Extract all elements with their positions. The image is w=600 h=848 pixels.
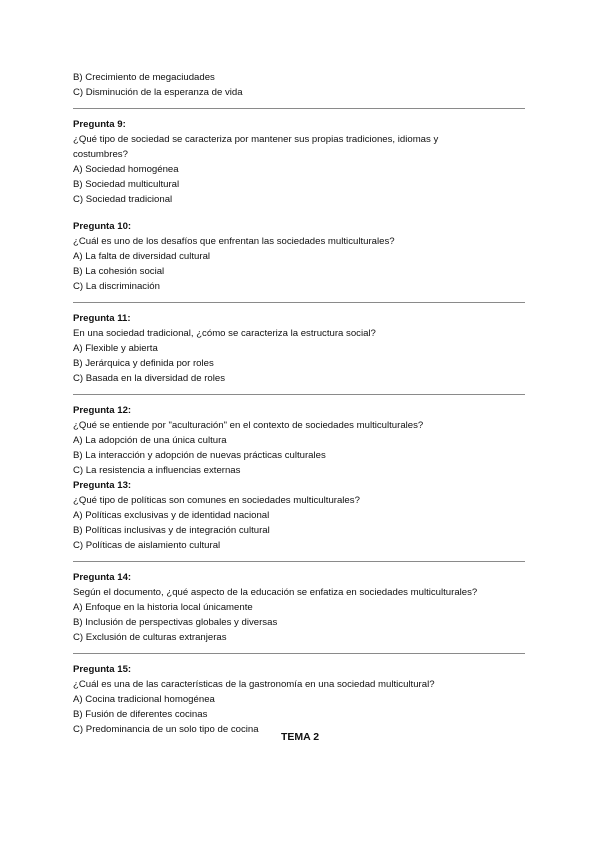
divider [73, 302, 525, 303]
option-text: B) Inclusión de perspectivas globales y diversas [73, 617, 278, 628]
section-heading: TEMA 2 [280, 731, 320, 743]
document-body [73, 70, 525, 737]
option-text: A) La falta de diversidad cultural [73, 251, 211, 262]
spacer [73, 207, 525, 219]
question-title: Pregunta 15: [73, 664, 132, 675]
option-text: B) La interacción y adopción de nuevas prácticas culturales [73, 450, 326, 461]
option-text: B) Crecimiento de megaciudades [73, 72, 215, 83]
question-block-11 [73, 311, 525, 386]
option-text: A) La adopción de una única cultura [73, 435, 227, 446]
divider [73, 653, 525, 654]
question-text: Según el documento, ¿qué aspecto de la educación se enfatiza en sociedades multiculturales? [73, 587, 478, 598]
question-text: ¿Cuál es una de las características de la gastronomía en una sociedad multicultural? [73, 679, 435, 690]
option-text: B) La cohesión social [73, 266, 165, 277]
question-text: ¿Qué se entiende por "aculturación" en el contexto de sociedades multiculturales? [73, 420, 424, 431]
question-block-13 [73, 478, 525, 553]
question-block-9 [73, 117, 525, 207]
option-text: B) Políticas inclusivas y de integración cultural [73, 525, 270, 536]
option-text: A) Enfoque en la historia local únicamente [73, 602, 253, 613]
option-text: B) Jerárquica y definida por roles [73, 358, 214, 369]
question-title: Pregunta 9: [73, 119, 126, 130]
question-title: Pregunta 12: [73, 405, 132, 416]
option-text: B) Fusión de diferentes cocinas [73, 709, 208, 720]
question-text: ¿Qué tipo de políticas son comunes en sociedades multiculturales? [73, 495, 360, 506]
option-text: C) Sociedad tradicional [73, 194, 173, 205]
option-text: C) La resistencia a influencias externas [73, 465, 241, 476]
divider [73, 394, 525, 395]
question-block-15 [73, 662, 525, 737]
question-title: Pregunta 11: [73, 313, 131, 324]
divider [73, 108, 525, 109]
question-block-14 [73, 570, 525, 645]
option-text: C) Predominancia de un solo tipo de cocina [73, 724, 259, 735]
question-title: Pregunta 13: [73, 480, 132, 491]
question-text: En una sociedad tradicional, ¿cómo se caracteriza la estructura social? [73, 328, 376, 339]
question-title: Pregunta 10: [73, 221, 132, 232]
question-text: ¿Qué tipo de sociedad se caracteriza por mantener sus propias tradiciones, idiomas y [73, 134, 439, 145]
option-text: C) Exclusión de culturas extranjeras [73, 632, 227, 643]
option-text: B) Sociedad multicultural [73, 179, 180, 190]
option-text: A) Cocina tradicional homogénea [73, 694, 215, 705]
option-text: C) Políticas de aislamiento cultural [73, 540, 221, 551]
question-block-10 [73, 219, 525, 294]
option-text: A) Sociedad homogénea [73, 164, 179, 175]
divider [73, 561, 525, 562]
option-text: C) Disminución de la esperanza de vida [73, 87, 243, 98]
question-title: Pregunta 14: [73, 572, 132, 583]
option-text: A) Políticas exclusivas y de identidad nacional [73, 510, 270, 521]
question-text: costumbres? [73, 149, 128, 160]
option-text: C) Basada en la diversidad de roles [73, 373, 225, 384]
option-text: A) Flexible y abierta [73, 343, 158, 354]
option-text: C) La discriminación [73, 281, 160, 292]
question-text: ¿Cuál es uno de los desafíos que enfrentan las sociedades multiculturales? [73, 236, 395, 247]
question-block-12 [73, 403, 525, 478]
